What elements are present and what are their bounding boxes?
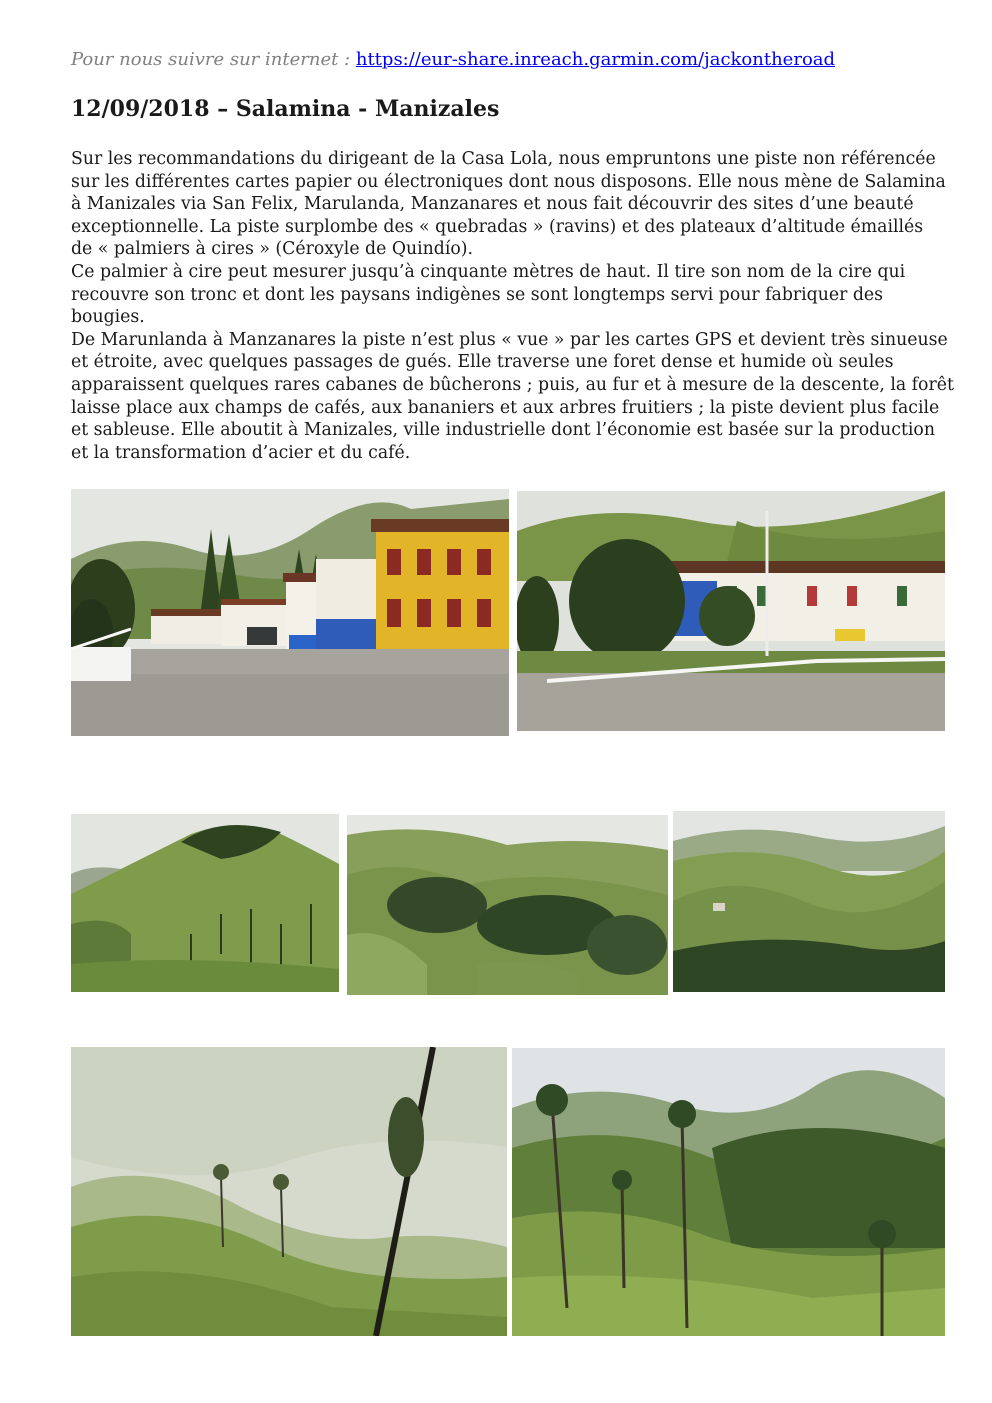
body-line: à Manizales via San Felix, Marulanda, Manzanares et nous fait découvrir des sites d’une beauté (71, 194, 914, 215)
body-line: et étroite, avec quelques passages de gués. Elle traverse une foret dense et humide où seules (71, 352, 894, 373)
body-line: recouvre son tronc et dont les paysans indigènes se sont longtemps servi pour fabriquer des (71, 284, 884, 305)
body-line: apparaissent quelques rares cabanes de bûcherons ; puis, au fur et à mesure de la descente, la forêt (71, 374, 954, 395)
photo-valley-wax-palms (512, 1048, 945, 1336)
photo-plaza-topiary (517, 491, 945, 731)
photo-salamina-plaza (71, 489, 509, 736)
page-title: 12/09/2018 – Salamina - Manizales (71, 96, 500, 122)
body-line: Sur les recommandations du dirigeant de la Casa Lola, nous empruntons une piste non référencée (71, 149, 936, 169)
photo-forested-hill (71, 814, 339, 992)
photo-misty-wax-palms (71, 1047, 507, 1336)
photo-valley-forest (347, 815, 668, 995)
follow-label: Pour nous suivre sur internet : (71, 49, 351, 70)
body-line: et la transformation d’acier et du café. (71, 442, 411, 463)
body-text (71, 148, 954, 464)
photo-rolling-mountains (673, 811, 945, 992)
body-line: exceptionnelle. La piste surplombe des « quebradas » (ravins) et des plateaux d’altitude émaillés (71, 216, 924, 237)
body-line: bougies. (71, 307, 145, 328)
body-line: sur les différentes cartes papier ou électroniques dont nous disposons. Elle nous mène de Salamina (71, 171, 946, 192)
garmin-tracking-link[interactable]: https://eur-share.inreach.garmin.com/jackontheroad (355, 49, 836, 70)
follow-line (71, 47, 835, 73)
body-line: laisse place aux champs de cafés, aux bananiers et aux arbres fruitiers ; la piste devient plus facile (71, 397, 940, 418)
body-line: De Marunlanda à Manzanares la piste n’est plus « vue » par les cartes GPS et devient très sinueuse (71, 329, 948, 350)
body-line: Ce palmier à cire peut mesurer jusqu’à cinquante mètres de haut. Il tire son nom de la cire qui (71, 261, 906, 282)
body-line: de « palmiers à cires » (Céroxyle de Quindío). (71, 239, 473, 260)
body-line: et sableuse. Elle aboutit à Manizales, ville industrielle dont l’économie est basée sur la production (71, 420, 935, 441)
